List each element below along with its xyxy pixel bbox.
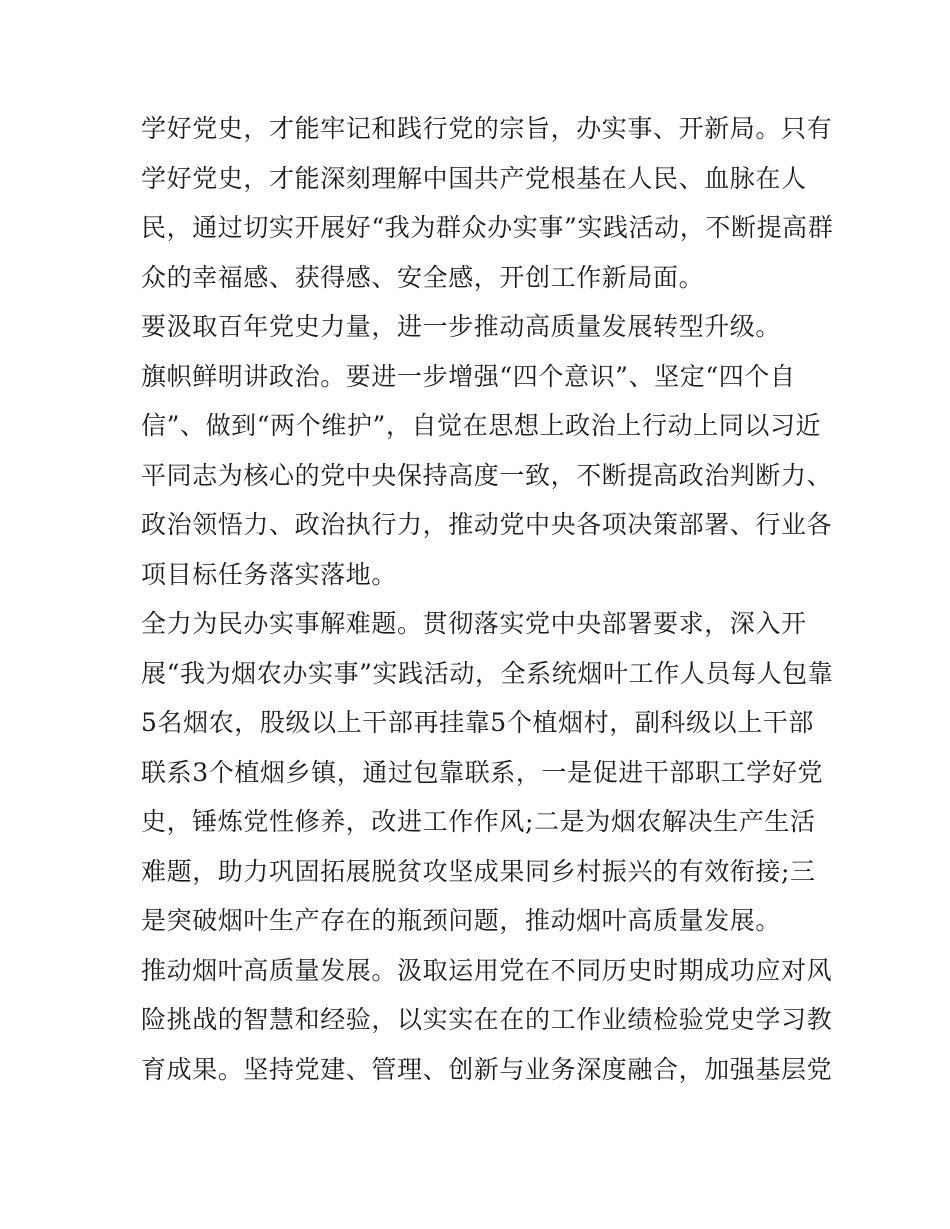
text-line-6: 旗帜鲜明讲政治。要进一步增强“四个意识”、坚定“四个自 <box>141 361 796 391</box>
text-line-18: 推动烟叶高质量发展。汲取运用党在不同历史时期成功应对风 <box>141 955 833 985</box>
text-line-4: 众的幸福感、获得感、安全感，开创工作新局面。 <box>141 262 705 292</box>
text-line-19: 险挑战的智慧和经验，以实实在在的工作业绩检验党史学习教 <box>141 1005 833 1034</box>
text-line-20: 育成果。坚持党建、管理、创新与业务深度融合，加强基层党 <box>141 1054 833 1084</box>
text-line-10: 项目标任务落实落地。 <box>141 559 398 589</box>
text-line-13: 5名烟农，股级以上干部再挂靠5个植烟村，副科级以上干部 <box>141 708 815 737</box>
text-line-7: 信”、做到“两个维护”，自觉在思想上政治上行动上同以习近 <box>141 411 822 440</box>
document-body <box>141 104 834 1094</box>
text-line-14: 联系3个植烟乡镇，通过包靠联系，一是促进干部职工学好党 <box>141 757 824 787</box>
text-line-8: 平同志为核心的党中央保持高度一致，不断提高政治判断力、 <box>141 460 833 490</box>
text-line-11: 全力为民办实事解难题。贯彻落实党中央部署要求，深入开 <box>141 609 807 638</box>
text-line-15: 史，锤炼党性修养，改进工作作风;二是为烟农解决生产生活 <box>141 807 816 836</box>
text-line-12: 展“我为烟农办实事”实践活动，全系统烟叶工作人员每人包靠 <box>141 658 834 688</box>
text-line-16: 难题，助力巩固拓展脱贫攻坚成果同乡村振兴的有效衔接;三 <box>141 856 816 886</box>
text-line-5: 要汲取百年党史力量，进一步推动高质量发展转型升级。 <box>141 312 782 341</box>
text-line-2: 学好党史，才能深刻理解中国共产党根基在人民、血脉在人 <box>141 163 807 193</box>
text-line-3: 民，通过切实开展好“我为群众办实事”实践活动，不断提高群 <box>141 213 834 242</box>
text-line-1: 学好党史，才能牢记和践行党的宗旨，办实事、开新局。只有 <box>141 114 833 143</box>
text-line-17: 是突破烟叶生产存在的瓶颈问题，推动烟叶高质量发展。 <box>141 906 782 935</box>
text-line-9: 政治领悟力、政治执行力，推动党中央各项决策部署、行业各 <box>141 510 833 539</box>
